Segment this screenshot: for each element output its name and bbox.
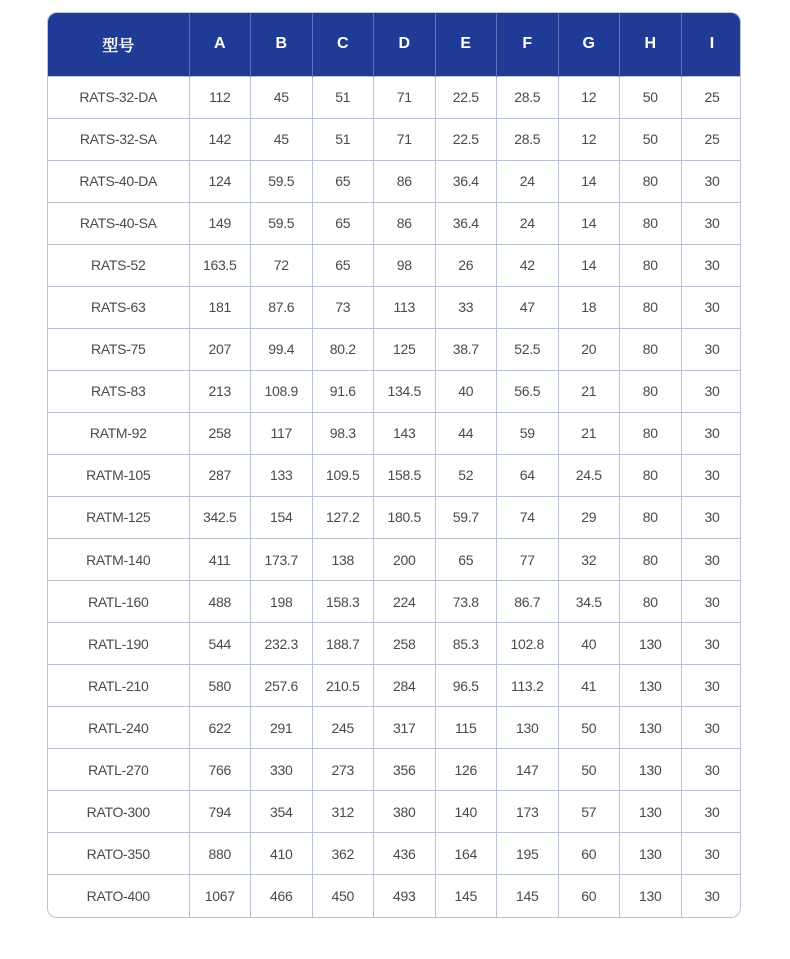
value-cell: 30 bbox=[681, 328, 741, 370]
value-cell: 47 bbox=[497, 286, 559, 328]
value-cell: 44 bbox=[435, 412, 497, 454]
value-cell: 22.5 bbox=[435, 76, 497, 118]
value-cell: 158.5 bbox=[374, 454, 436, 496]
value-cell: 12 bbox=[558, 118, 620, 160]
table-row bbox=[48, 791, 741, 833]
value-cell: 57 bbox=[558, 791, 620, 833]
value-cell: 24 bbox=[497, 202, 559, 244]
value-cell: 112 bbox=[189, 76, 251, 118]
model-cell: RATO-350 bbox=[48, 833, 189, 875]
value-cell: 73.8 bbox=[435, 581, 497, 623]
value-cell: 40 bbox=[435, 370, 497, 412]
value-cell: 108.9 bbox=[251, 370, 313, 412]
value-cell: 52 bbox=[435, 454, 497, 496]
header-model: 型号 bbox=[48, 13, 189, 76]
model-cell: RATS-32-SA bbox=[48, 118, 189, 160]
header-col-h: H bbox=[620, 13, 682, 76]
header-col-a: A bbox=[189, 13, 251, 76]
value-cell: 1067 bbox=[189, 875, 251, 917]
value-cell: 99.4 bbox=[251, 328, 313, 370]
table-row bbox=[48, 665, 741, 707]
table-body bbox=[48, 76, 741, 917]
model-cell: RATL-240 bbox=[48, 707, 189, 749]
value-cell: 45 bbox=[251, 76, 313, 118]
value-cell: 130 bbox=[620, 707, 682, 749]
header-col-e: E bbox=[435, 13, 497, 76]
value-cell: 410 bbox=[251, 833, 313, 875]
value-cell: 258 bbox=[374, 623, 436, 665]
value-cell: 28.5 bbox=[497, 118, 559, 160]
value-cell: 245 bbox=[312, 707, 374, 749]
table-row bbox=[48, 623, 741, 665]
value-cell: 30 bbox=[681, 539, 741, 581]
value-cell: 130 bbox=[620, 833, 682, 875]
value-cell: 154 bbox=[251, 496, 313, 538]
value-cell: 130 bbox=[620, 665, 682, 707]
value-cell: 40 bbox=[558, 623, 620, 665]
table-row bbox=[48, 875, 741, 917]
value-cell: 127.2 bbox=[312, 496, 374, 538]
value-cell: 86.7 bbox=[497, 581, 559, 623]
value-cell: 354 bbox=[251, 791, 313, 833]
value-cell: 50 bbox=[620, 118, 682, 160]
table-row bbox=[48, 160, 741, 202]
table-row bbox=[48, 581, 741, 623]
model-cell: RATL-210 bbox=[48, 665, 189, 707]
model-cell: RATS-40-DA bbox=[48, 160, 189, 202]
value-cell: 317 bbox=[374, 707, 436, 749]
value-cell: 80 bbox=[620, 539, 682, 581]
value-cell: 91.6 bbox=[312, 370, 374, 412]
value-cell: 80 bbox=[620, 286, 682, 328]
model-cell: RATS-40-SA bbox=[48, 202, 189, 244]
table-row bbox=[48, 76, 741, 118]
value-cell: 96.5 bbox=[435, 665, 497, 707]
value-cell: 210.5 bbox=[312, 665, 374, 707]
value-cell: 125 bbox=[374, 328, 436, 370]
model-cell: RATL-190 bbox=[48, 623, 189, 665]
value-cell: 80 bbox=[620, 581, 682, 623]
value-cell: 198 bbox=[251, 581, 313, 623]
table-row bbox=[48, 707, 741, 749]
header-col-d: D bbox=[374, 13, 436, 76]
value-cell: 232.3 bbox=[251, 623, 313, 665]
value-cell: 50 bbox=[558, 749, 620, 791]
value-cell: 52.5 bbox=[497, 328, 559, 370]
value-cell: 130 bbox=[620, 623, 682, 665]
value-cell: 163.5 bbox=[189, 244, 251, 286]
table-row bbox=[48, 496, 741, 538]
value-cell: 207 bbox=[189, 328, 251, 370]
value-cell: 380 bbox=[374, 791, 436, 833]
value-cell: 766 bbox=[189, 749, 251, 791]
model-cell: RATS-52 bbox=[48, 244, 189, 286]
value-cell: 59.7 bbox=[435, 496, 497, 538]
value-cell: 149 bbox=[189, 202, 251, 244]
value-cell: 86 bbox=[374, 202, 436, 244]
model-cell: RATS-83 bbox=[48, 370, 189, 412]
value-cell: 130 bbox=[620, 875, 682, 917]
value-cell: 36.4 bbox=[435, 160, 497, 202]
value-cell: 147 bbox=[497, 749, 559, 791]
value-cell: 109.5 bbox=[312, 454, 374, 496]
table-row bbox=[48, 539, 741, 581]
value-cell: 142 bbox=[189, 118, 251, 160]
model-cell: RATL-270 bbox=[48, 749, 189, 791]
value-cell: 195 bbox=[497, 833, 559, 875]
table-row bbox=[48, 833, 741, 875]
value-cell: 362 bbox=[312, 833, 374, 875]
value-cell: 493 bbox=[374, 875, 436, 917]
value-cell: 273 bbox=[312, 749, 374, 791]
model-cell: RATM-92 bbox=[48, 412, 189, 454]
value-cell: 488 bbox=[189, 581, 251, 623]
value-cell: 134.5 bbox=[374, 370, 436, 412]
table-row bbox=[48, 328, 741, 370]
value-cell: 12 bbox=[558, 76, 620, 118]
value-cell: 50 bbox=[558, 707, 620, 749]
value-cell: 80 bbox=[620, 370, 682, 412]
value-cell: 45 bbox=[251, 118, 313, 160]
value-cell: 124 bbox=[189, 160, 251, 202]
value-cell: 98 bbox=[374, 244, 436, 286]
value-cell: 30 bbox=[681, 160, 741, 202]
value-cell: 80 bbox=[620, 412, 682, 454]
dimension-table-container bbox=[47, 12, 741, 918]
value-cell: 115 bbox=[435, 707, 497, 749]
value-cell: 30 bbox=[681, 749, 741, 791]
header-col-f: F bbox=[497, 13, 559, 76]
value-cell: 14 bbox=[558, 160, 620, 202]
model-cell: RATS-63 bbox=[48, 286, 189, 328]
value-cell: 342.5 bbox=[189, 496, 251, 538]
value-cell: 59.5 bbox=[251, 202, 313, 244]
value-cell: 26 bbox=[435, 244, 497, 286]
value-cell: 14 bbox=[558, 202, 620, 244]
value-cell: 41 bbox=[558, 665, 620, 707]
value-cell: 30 bbox=[681, 412, 741, 454]
value-cell: 544 bbox=[189, 623, 251, 665]
table-row bbox=[48, 749, 741, 791]
value-cell: 30 bbox=[681, 454, 741, 496]
value-cell: 117 bbox=[251, 412, 313, 454]
value-cell: 466 bbox=[251, 875, 313, 917]
value-cell: 145 bbox=[435, 875, 497, 917]
value-cell: 24.5 bbox=[558, 454, 620, 496]
model-cell: RATS-32-DA bbox=[48, 76, 189, 118]
value-cell: 200 bbox=[374, 539, 436, 581]
value-cell: 14 bbox=[558, 244, 620, 286]
value-cell: 30 bbox=[681, 244, 741, 286]
value-cell: 622 bbox=[189, 707, 251, 749]
model-cell: RATO-400 bbox=[48, 875, 189, 917]
value-cell: 287 bbox=[189, 454, 251, 496]
value-cell: 113 bbox=[374, 286, 436, 328]
value-cell: 25 bbox=[681, 118, 741, 160]
value-cell: 60 bbox=[558, 875, 620, 917]
value-cell: 80.2 bbox=[312, 328, 374, 370]
value-cell: 284 bbox=[374, 665, 436, 707]
value-cell: 880 bbox=[189, 833, 251, 875]
value-cell: 130 bbox=[620, 791, 682, 833]
value-cell: 51 bbox=[312, 76, 374, 118]
value-cell: 411 bbox=[189, 539, 251, 581]
value-cell: 30 bbox=[681, 623, 741, 665]
value-cell: 450 bbox=[312, 875, 374, 917]
value-cell: 794 bbox=[189, 791, 251, 833]
value-cell: 164 bbox=[435, 833, 497, 875]
value-cell: 38.7 bbox=[435, 328, 497, 370]
table-row bbox=[48, 370, 741, 412]
value-cell: 33 bbox=[435, 286, 497, 328]
value-cell: 30 bbox=[681, 496, 741, 538]
value-cell: 30 bbox=[681, 833, 741, 875]
value-cell: 64 bbox=[497, 454, 559, 496]
value-cell: 18 bbox=[558, 286, 620, 328]
value-cell: 85.3 bbox=[435, 623, 497, 665]
value-cell: 580 bbox=[189, 665, 251, 707]
value-cell: 30 bbox=[681, 875, 741, 917]
model-cell: RATS-75 bbox=[48, 328, 189, 370]
value-cell: 50 bbox=[620, 76, 682, 118]
header-col-g: G bbox=[558, 13, 620, 76]
value-cell: 30 bbox=[681, 370, 741, 412]
value-cell: 21 bbox=[558, 412, 620, 454]
value-cell: 130 bbox=[620, 749, 682, 791]
header-row bbox=[48, 13, 741, 76]
value-cell: 80 bbox=[620, 202, 682, 244]
value-cell: 30 bbox=[681, 581, 741, 623]
value-cell: 30 bbox=[681, 286, 741, 328]
value-cell: 80 bbox=[620, 328, 682, 370]
value-cell: 36.4 bbox=[435, 202, 497, 244]
value-cell: 126 bbox=[435, 749, 497, 791]
value-cell: 143 bbox=[374, 412, 436, 454]
value-cell: 330 bbox=[251, 749, 313, 791]
table-row bbox=[48, 286, 741, 328]
table-row bbox=[48, 454, 741, 496]
table-header bbox=[48, 13, 741, 76]
value-cell: 30 bbox=[681, 791, 741, 833]
value-cell: 24 bbox=[497, 160, 559, 202]
value-cell: 140 bbox=[435, 791, 497, 833]
value-cell: 65 bbox=[435, 539, 497, 581]
value-cell: 133 bbox=[251, 454, 313, 496]
value-cell: 158.3 bbox=[312, 581, 374, 623]
value-cell: 51 bbox=[312, 118, 374, 160]
model-cell: RATM-140 bbox=[48, 539, 189, 581]
value-cell: 65 bbox=[312, 160, 374, 202]
value-cell: 102.8 bbox=[497, 623, 559, 665]
value-cell: 113.2 bbox=[497, 665, 559, 707]
value-cell: 87.6 bbox=[251, 286, 313, 328]
value-cell: 73 bbox=[312, 286, 374, 328]
value-cell: 21 bbox=[558, 370, 620, 412]
model-cell: RATM-105 bbox=[48, 454, 189, 496]
value-cell: 188.7 bbox=[312, 623, 374, 665]
value-cell: 181 bbox=[189, 286, 251, 328]
table-row bbox=[48, 412, 741, 454]
value-cell: 71 bbox=[374, 76, 436, 118]
header-col-c: C bbox=[312, 13, 374, 76]
table-row bbox=[48, 118, 741, 160]
value-cell: 22.5 bbox=[435, 118, 497, 160]
dimension-table bbox=[48, 13, 741, 917]
value-cell: 34.5 bbox=[558, 581, 620, 623]
value-cell: 71 bbox=[374, 118, 436, 160]
value-cell: 65 bbox=[312, 202, 374, 244]
value-cell: 28.5 bbox=[497, 76, 559, 118]
value-cell: 30 bbox=[681, 707, 741, 749]
model-cell: RATL-160 bbox=[48, 581, 189, 623]
value-cell: 86 bbox=[374, 160, 436, 202]
value-cell: 74 bbox=[497, 496, 559, 538]
value-cell: 173.7 bbox=[251, 539, 313, 581]
value-cell: 258 bbox=[189, 412, 251, 454]
value-cell: 42 bbox=[497, 244, 559, 286]
value-cell: 80 bbox=[620, 160, 682, 202]
value-cell: 72 bbox=[251, 244, 313, 286]
value-cell: 80 bbox=[620, 496, 682, 538]
value-cell: 257.6 bbox=[251, 665, 313, 707]
value-cell: 77 bbox=[497, 539, 559, 581]
value-cell: 29 bbox=[558, 496, 620, 538]
value-cell: 65 bbox=[312, 244, 374, 286]
header-col-b: B bbox=[251, 13, 313, 76]
value-cell: 32 bbox=[558, 539, 620, 581]
value-cell: 180.5 bbox=[374, 496, 436, 538]
value-cell: 80 bbox=[620, 454, 682, 496]
model-cell: RATO-300 bbox=[48, 791, 189, 833]
value-cell: 145 bbox=[497, 875, 559, 917]
value-cell: 436 bbox=[374, 833, 436, 875]
value-cell: 224 bbox=[374, 581, 436, 623]
table-row bbox=[48, 202, 741, 244]
value-cell: 20 bbox=[558, 328, 620, 370]
header-col-i: I bbox=[681, 13, 741, 76]
table-row bbox=[48, 244, 741, 286]
value-cell: 56.5 bbox=[497, 370, 559, 412]
value-cell: 291 bbox=[251, 707, 313, 749]
value-cell: 60 bbox=[558, 833, 620, 875]
value-cell: 173 bbox=[497, 791, 559, 833]
value-cell: 80 bbox=[620, 244, 682, 286]
value-cell: 25 bbox=[681, 76, 741, 118]
value-cell: 30 bbox=[681, 202, 741, 244]
value-cell: 356 bbox=[374, 749, 436, 791]
value-cell: 59.5 bbox=[251, 160, 313, 202]
value-cell: 30 bbox=[681, 665, 741, 707]
model-cell: RATM-125 bbox=[48, 496, 189, 538]
value-cell: 213 bbox=[189, 370, 251, 412]
value-cell: 312 bbox=[312, 791, 374, 833]
value-cell: 98.3 bbox=[312, 412, 374, 454]
value-cell: 59 bbox=[497, 412, 559, 454]
value-cell: 138 bbox=[312, 539, 374, 581]
value-cell: 130 bbox=[497, 707, 559, 749]
